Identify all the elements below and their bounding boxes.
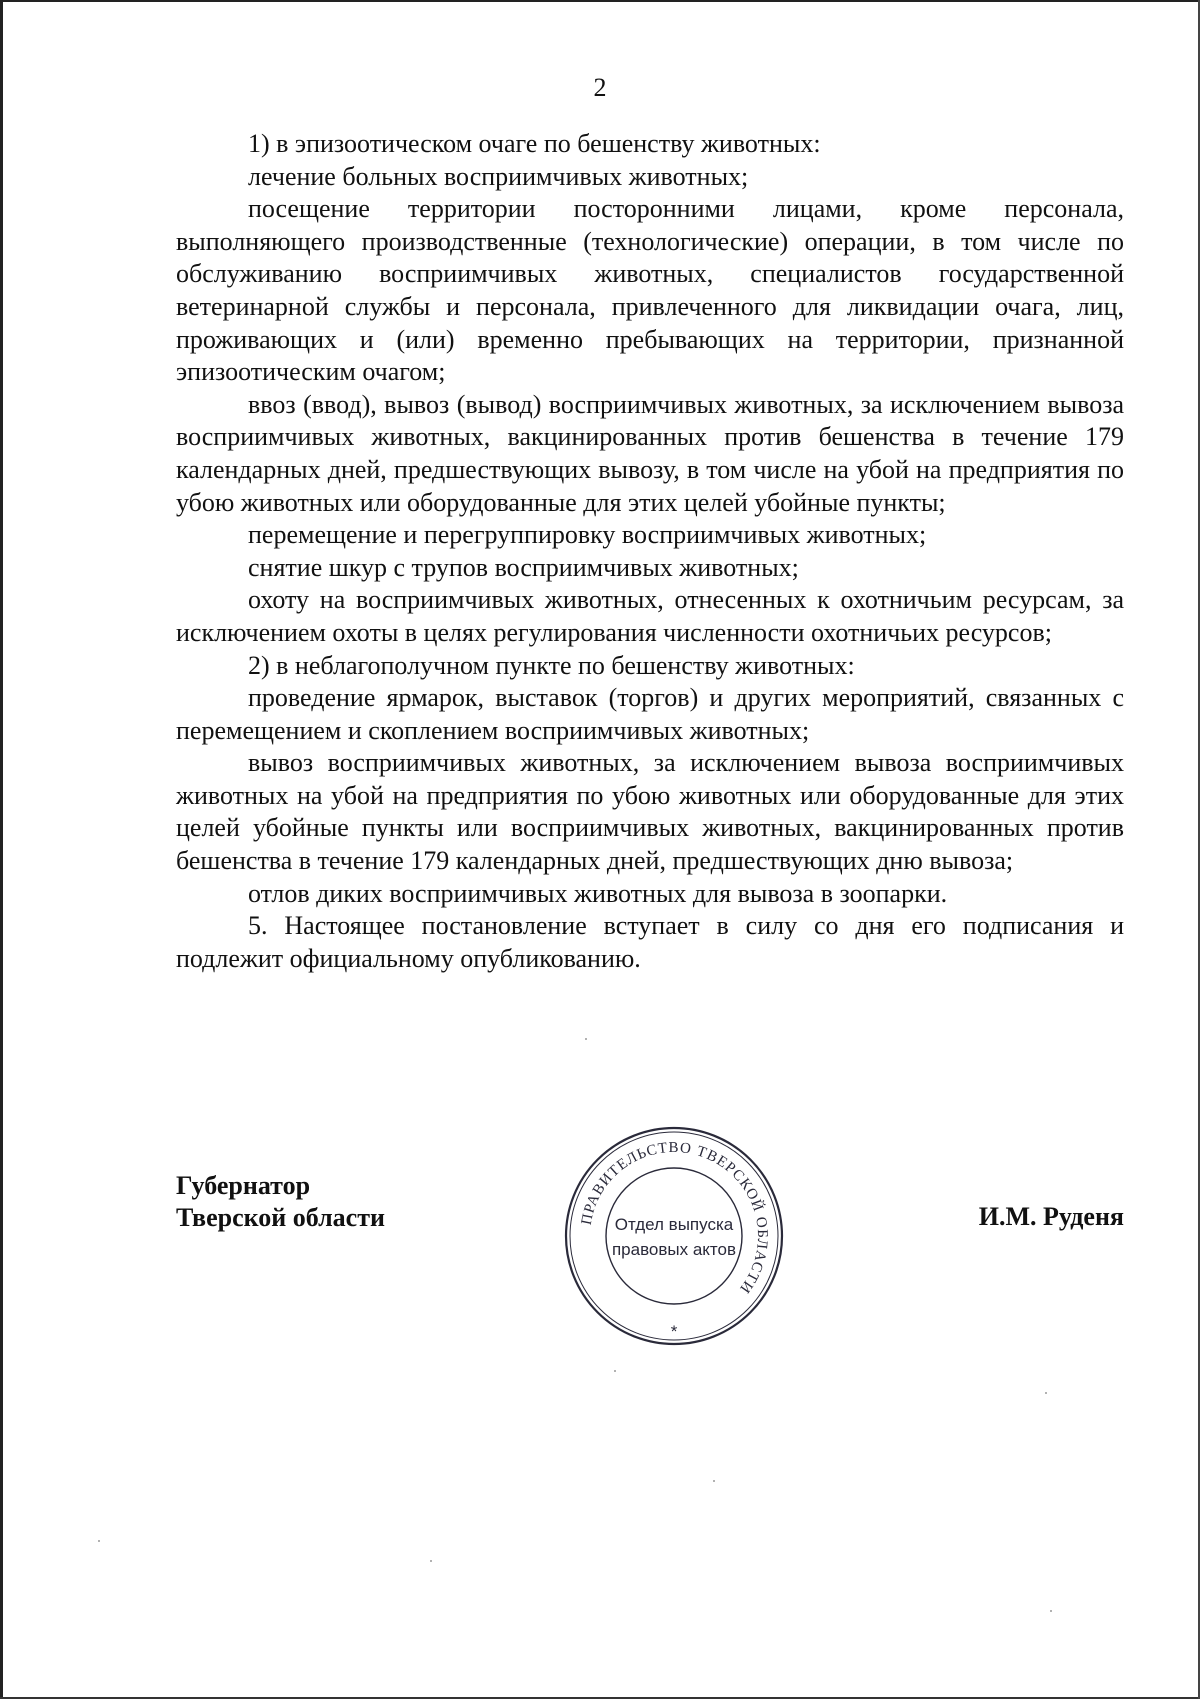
seal-center-line: Отдел выпуска [614,1215,734,1234]
scan-speck [98,1540,100,1542]
seal-star: * [670,1322,678,1341]
scan-speck [1045,1392,1047,1394]
paragraph: 1) в эпизоотическом очаге по бешенству животных: [248,129,821,158]
signatory-position-line: Тверской области [176,1203,385,1232]
paragraph: посещение территории посторонними лицами, кроме персонала, выполняющего производственные (технологические) операции, в том числе по обслуживанию восприимчивых животных, специалистов государственной ветеринарной службы и персонала, привлеченного для ликвидации очага, лиц, проживающих и (или) временно пребывающих на территории, признанной эпизоотическим очагом; [176,194,1124,387]
scan-speck [713,1480,715,1482]
paragraph: снятие шкур с трупов восприимчивых животных; [248,552,799,582]
document-body [176,128,1124,975]
page-number: 2 [593,73,607,102]
scan-speck [1050,1610,1052,1612]
scan-speck [585,1038,587,1040]
paragraph: перемещение и перегруппировку восприимчивых животных; [248,520,927,550]
signatory-position [176,1170,385,1234]
signatory-position-line: Губернатор [176,1171,311,1200]
scan-speck [614,1370,616,1372]
paragraph: охоту на восприимчивых животных, отнесенных к охотничьим ресурсам, за исключением охоты в целях регулирования численности охотничьих ресурсов; [176,585,1124,647]
seal-ring-text: ПРАВИТЕЛЬСТВО ТВЕРСКОЙ ОБЛАСТИ [578,1139,771,1297]
scan-speck [430,1560,432,1562]
official-seal [560,1122,788,1350]
paragraph: 2) в неблагополучном пункте по бешенству животных: [248,650,855,680]
paragraph: лечение больных восприимчивых животных; [248,161,749,191]
paragraph: ввоз (ввод), вывоз (вывод) восприимчивых животных, за исключением вывоза восприимчивых животных, вакцинированных против бешенства в течение 179 календарных дней, предшествующих вывозу, в том числе на убой на предприятия по убою животных или оборудованные для этих целей убойные пункты; [176,389,1124,517]
paragraph: проведение ярмарок, выставок (торгов) и других мероприятий, связанных с перемещением и скоплением восприимчивых животных; [176,683,1124,745]
seal-outer-ring [566,1128,782,1344]
seal-stamp-graphic [560,1122,788,1350]
scan-edge-top [0,0,1200,2]
signatory-name: И.М. Руденя [978,1202,1124,1231]
scan-edge-left [0,0,3,1699]
paragraph: 5. Настоящее постановление вступает в силу со дня его подписания и подлежит официальному опубликованию. [176,911,1124,973]
seal-inner-ring [606,1168,742,1304]
paragraph: вывоз восприимчивых животных, за исключением вывоза восприимчивых животных на убой на предприятия по убою животных или оборудованные для этих целей убойные пункты или восприимчивых животных, вакцинированных против бешенства в течение 179 календарных дней, предшествующих дню вывоза; [176,748,1124,876]
paragraph: отлов диких восприимчивых животных для вывоза в зоопарки. [248,878,948,908]
seal-outer-ring-thin [570,1132,778,1340]
seal-center-line: правовых актов [611,1240,737,1259]
